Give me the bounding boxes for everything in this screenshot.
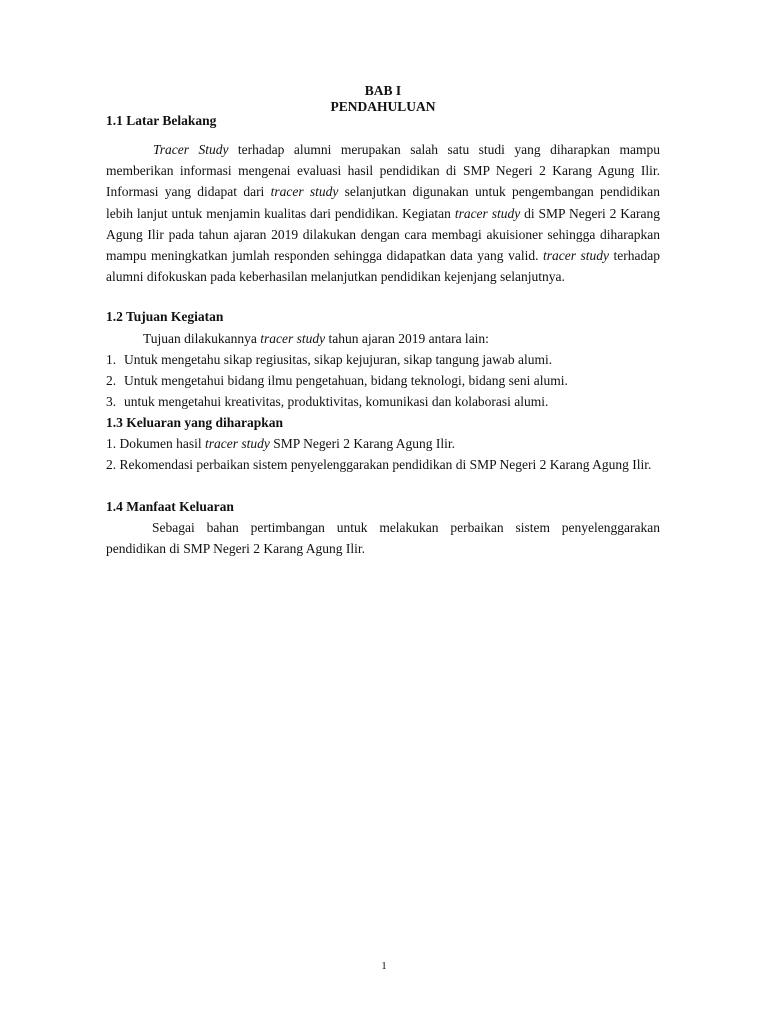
chapter-title: PENDAHULUAN <box>330 99 436 114</box>
list-item: 1. Dokumen hasil tracer study SMP Negeri 2 Karang Agung Ilir. <box>106 436 455 451</box>
italic-term: tracer study <box>270 184 339 200</box>
list-item: 1. Untuk mengetahu sikap regiusitas, sikap kejujuran, sikap tangung jawab alumi. <box>106 352 553 367</box>
section-heading-1-1: 1.1 Latar Belakang <box>106 113 217 128</box>
italic-term: tracer study <box>542 248 609 264</box>
italic-term: Tracer Study <box>153 142 229 157</box>
page-number: 1 <box>381 960 387 972</box>
list-item: 2. Rekomendasi perbaikan sistem penyelenggarakan pendidikan di SMP Negeri 2 Karang Agung Ilir. <box>106 457 652 472</box>
section-heading-1-4: 1.4 Manfaat Keluaran <box>106 499 234 514</box>
section-heading-1-3: 1.3 Keluaran yang diharapkan <box>106 415 284 430</box>
paragraph-manfaat: Sebagai bahan pertimbangan untuk melakukan perbaikan sistem penyelenggarakan pendidikan di SMP Negeri 2 Karang Agung Ilir. <box>106 520 660 557</box>
list-item: 2. Untuk mengetahui bidang ilmu pengetahuan, bidang teknologi, bidang seni alumi. <box>106 373 568 388</box>
paragraph-latar-belakang: Tracer Study terhadap alumni merupakan salah satu studi yang diharapkan mampu memberikan informasi mengenai evaluasi hasil pendidikan di SMP Negeri 2 Karang Agung Ilir. Informasi yang didapat dari tracer study selanjutkan digunakan untuk pengembangan pendidikan lebih lanjut untuk menjamin kualitas dari pendidikan. Kegiatan tracer study di SMP Negeri 2 Karang Agung Ilir pada tahun ajaran 2019 dilakukan dengan cara membagi akuisioner sehingga diharapkan mampu meningkatkan jumlah responden sehingga didapatkan data yang valid. tracer study terhadap alumni difokuskan pada keberhasilan melanjutkan pendidikan kejenjang selanjutnya. <box>106 142 661 285</box>
italic-term: tracer study <box>260 331 326 346</box>
italic-term: tracer study <box>454 205 521 221</box>
chapter-label: BAB I <box>364 83 402 98</box>
italic-term: tracer study <box>205 436 270 451</box>
list-item: 3. untuk mengetahui kreativitas, produktivitas, komunikasi dan kolaborasi alumi. <box>106 394 549 409</box>
tujuan-intro: Tujuan dilakukannya tracer study tahun ajaran 2019 antara lain: <box>143 331 489 346</box>
section-heading-1-2: 1.2 Tujuan Kegiatan <box>106 309 224 324</box>
document-page <box>106 0 660 1024</box>
